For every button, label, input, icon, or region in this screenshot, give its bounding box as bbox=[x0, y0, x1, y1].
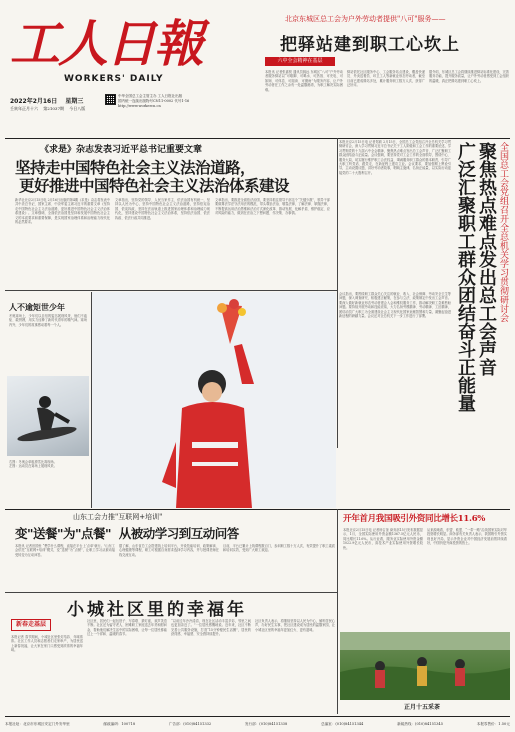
masthead-english: WORKERS' DAILY bbox=[64, 74, 164, 84]
page-count: 今日八版 bbox=[69, 106, 86, 111]
issue-weekday: 星期三 bbox=[65, 98, 84, 105]
top-story-body-1: 本报讯 记者张嘉锐 通讯员姚远 东城区“八可”户外劳动者服务驿站以“可歇脚、可喝水、可热饭、可充电、可如厕、可休息、可阅读、可避雨”为服务内容，让户外劳动者在工作之余有一处温馨港湾，为职工解决实际困难。 bbox=[265, 70, 343, 92]
publisher-line-1: 中华全国总工会主管主办 工人日报社出版 bbox=[118, 94, 183, 98]
side-feature-headline: 人不逾矩世少年 bbox=[9, 302, 65, 312]
qiushi-headline-1: 坚持走中国特色社会主义法治道路， bbox=[15, 158, 256, 177]
vertical-kicker: 全国总工会党组召开全总机关学习贯彻研讨会 bbox=[498, 142, 508, 322]
town-body-2: 社区里，居民们一起包饺子、写春联、猜灯谜，欢声笑语不断。社区还为留守老人、困难职工家庭送去年货和慰问金，帮助他们解决生活中的实际困难，让每一位居民都能过上一个祥和、温暖的春节。 bbox=[87, 619, 167, 637]
footer-item: 邮政编码：100718 bbox=[103, 722, 136, 726]
town-body-1: 本报记者 春节期间，小城社区里张灯结彩、年味浓浓。社区工作人员和志愿者们走家串户，为居民送上新春祝福，让大家在家门口感受到浓浓的幸福年味。 bbox=[11, 635, 83, 653]
footer-item: 本报零售价：1.50元 bbox=[476, 722, 510, 726]
issue-date: 2022年2月16日 bbox=[10, 98, 58, 105]
top-story-kicker: 北京东城区总工会为户外劳动者提供"八可"服务—— bbox=[285, 15, 446, 23]
footer-item: 广告部：(010)84151332 bbox=[168, 722, 212, 726]
tea-picking-caption: 正月十五采茶 bbox=[404, 704, 441, 711]
vertical-story bbox=[339, 140, 511, 448]
tea-picking-photo bbox=[340, 632, 510, 700]
vertical-body-2: 会议指出，要围绕职工群众关心关注的就业、收入、社会保障、劳动安全卫生等问题，深入调查研究，积极建言献策，在参与立法、政策制定中发出工会声音。要深入做好新就业形态劳动者建会入会和维权服务工作，推动解决职工急难愁盼问题。要持续开展劳动和技能竞赛，大力弘扬劳模精神、劳动精神、工匠精神，团结动员广大职工为全面建设社会主义现代化国家贡献智慧和力量，凝聚起奋进新征程的磅礴力量。会议还对全总机关下一步工作进行了部署。 bbox=[339, 292, 451, 319]
qiushi-body-1: 新华社北京2月15日电 2月16日出版的第4期《求是》杂志将发表中共中央总书记、国家主席、中央军委主席习近平的重要文章《坚持走中国特色社会主义法治道路，更好推进中国特色社会主义法治体系建设》。文章强调，全面依法治国是坚持和发展中国特色社会主义的本质要求和重要保障，是实现国家治理体系和治理能力现代化的必然要求。 bbox=[15, 198, 110, 225]
footer-item: 发行部：(010)84151338 bbox=[244, 722, 288, 726]
side-feature bbox=[5, 300, 90, 508]
publisher-info bbox=[118, 94, 189, 109]
top-story-band: 六中全会精神在基层 bbox=[265, 57, 335, 66]
snowboard-photo bbox=[7, 376, 89, 456]
medalist-photo bbox=[92, 292, 336, 508]
side-feature-captions: 右图：冬奥会单板滑雪比赛现场。 左图：运动员在赛场上展现风采。 bbox=[9, 460, 57, 469]
foreign-investment-story bbox=[339, 512, 511, 630]
top-story bbox=[265, 10, 510, 150]
vertical-headline-2: 广泛汇聚职工群众团结奋斗正能量 bbox=[455, 142, 476, 412]
foreign-investment-headline: 开年首月我国吸引外资同比增长11.6% bbox=[343, 514, 486, 524]
footer-item: 本报社址：北京市东城区安定门外安华里 bbox=[5, 722, 70, 726]
side-feature-body: 冬奥赛场上，少年们以自信的姿态展现风采，他们不逾矩、敢拼搏，用实力诠释了新时代青年的精气神。赛场内外，少年们的故事感动着每一个人。 bbox=[9, 314, 87, 327]
vertical-body-1: 本报北京2月15日电 记者郑莉 2月15日，全国总工会党组召开全总机关学习贯彻研讨会，深入学习贯彻习近平总书记关于工人阶级和工会工作的重要论述，学习贯彻党的十九届六中全会精神，聚焦热点难点发出总工会声音，广泛汇聚职工群众团结奋斗正能量。会议强调，要坚持党对工会工作的全面领导，围绕中心、服务大局，切实履行维护职工合法权益、竭诚服务职工群众的基本职责，引导广大职工听党话、跟党走，在新征程上建功立业。会议要求，要加强网上舆论引导，主动设置议题，讲好劳动者故事，唱响主旋律，弘扬正能量，以实际行动迎接党的二十大胜利召开。 bbox=[339, 140, 451, 175]
masthead bbox=[8, 6, 208, 118]
shandong-headline: 变"送餐"为"点餐" 从被动学习到互动问答 bbox=[15, 526, 239, 541]
foreign-investment-body-2: 从来源地看，东盟、欧盟、“一带一路”沿线国家实际对华投资增长明显。商务部有关负责人表示，我国吸引外资实现良好开局，显示外资企业对中国经济发展前景持续看好，中国仍是外商投资的热土。 bbox=[427, 528, 507, 546]
qiushi-body-2: 文章指出，坚持党的领导、人民当家作主、依法治国有机统一，坚持以人民为中心，坚持中国特色社会主义法治道路，坚持依宪治国、依宪执政，坚持在法治轨道上推进国家治理体系和治理能力现代化，坚持建设中国特色社会主义法治体系，坚持依法治国、依法执政、依法行政共同推进。 bbox=[115, 198, 210, 220]
qr-code-icon bbox=[105, 94, 116, 105]
masthead-title: 工人日報 bbox=[10, 14, 202, 73]
footer-item: 总编室：(010)84151344 bbox=[321, 722, 364, 726]
shandong-body-3: 目前，平台已累计上线课程数百门，参训职工数十万人次，有效提升了职工素质和培训实效，受到广大职工欢迎。 bbox=[223, 544, 335, 553]
foreign-investment-body-1: 本报北京2月15日电 记者杨召奎 商务部15日发布数据显示，1月，全国实际使用外资金额1367.5亿元人民币，同比增长11.6%。从行业看，服务业实际使用外资金额1022.9亿元人民币，高技术产业实际使用外资增长较快。 bbox=[343, 528, 423, 550]
town-body-4: 社区负责人表示，将继续坚持以人民为中心，倾听居民心声，办好民生实事，把社区建设成为居民的温馨家园，让小城社区里的幸福年更加红火、更有滋味。 bbox=[255, 619, 335, 632]
qiushi-story bbox=[5, 140, 335, 288]
shandong-body-1: 本报讯 记者田国垒 “想学什么课程，直接在平台上‘点单’就行。”山东工会依托“互联网+培训”模式，变“送餐”为“点餐”，让职工学习从被动接受转变为互动问答。 bbox=[15, 544, 115, 557]
vertical-headline-1: 聚焦热点难点发出总工会声音 bbox=[476, 142, 497, 376]
masthead-date-row bbox=[10, 96, 83, 105]
top-story-body-2: 驿站依托社区服务中心、工会服务站点建设，覆盖快递员、外卖送餐员、环卫工人等新就业形态劳动者，截至目前已建成驿站多处，累计服务职工数万人次，获得广泛好评。 bbox=[347, 70, 425, 88]
shandong-body-2: 据了解，山东省总工会搭建线上培训平台，开设技能培训、政策解读、心理健康等课程，职工可根据自身需求选择学习内容，并与授课老师在线交流互动。 bbox=[119, 544, 219, 557]
town-body-3: “以前过年冷冷清清，现在社区活动丰富多彩，邻里之间也更加亲近了。”一位居民感慨地说。近年来，社区不断完善公共服务设施，打造“15分钟便民生活圈”，居民的获得感、幸福感、安全感持续提升。 bbox=[171, 619, 251, 637]
top-story-headline: 把驿站建到职工心坎上 bbox=[280, 35, 460, 55]
new-column-label: 新春走基层 bbox=[11, 619, 51, 631]
shandong-story bbox=[5, 512, 337, 590]
masthead-lunar-row bbox=[10, 106, 85, 112]
footer-item: 新闻热线：(010)84151345 bbox=[397, 722, 444, 726]
shandong-kicker: 山东工会力推"互联网+培训" bbox=[73, 513, 163, 521]
publisher-line-2: 国内统一连续出版物号CN11-0002 代号1-16 bbox=[118, 99, 190, 103]
footer bbox=[5, 718, 510, 730]
lunar-date: 壬寅年正月十六 bbox=[10, 106, 38, 111]
issue-number: 第21037期 bbox=[43, 106, 65, 111]
town-headline: 小城社区里的幸福年 bbox=[67, 600, 247, 620]
town-story bbox=[5, 595, 337, 715]
qiushi-kicker: 《求是》杂志发表习近平总书记重要文章 bbox=[40, 145, 203, 155]
top-story-body-3: 据介绍，东城区总工会将继续推进驿站标准化建设，完善服务功能，提升服务质量，让户外劳动者感受到工会组织的温暖，真正把驿站建到职工心坎上。 bbox=[429, 70, 509, 83]
website[interactable]: http://www.workercn.cn bbox=[118, 104, 161, 108]
qiushi-body-3: 文章指出，要推进全面依法治国，要坚持抓住领导干部这个“关键少数”，领导干部要做尊法学法守法用法的模范，带头尊崇法治、敬畏法律，了解法律、掌握法律，不断提高运用法治思维和法治方式深化改革、推动发展、化解矛盾、维护稳定、应对风险的能力，做到在法治之下想问题、作决策、办事情。 bbox=[215, 198, 330, 216]
qiushi-headline-2: 更好推进中国特色社会主义法治体系建设 bbox=[19, 176, 290, 195]
